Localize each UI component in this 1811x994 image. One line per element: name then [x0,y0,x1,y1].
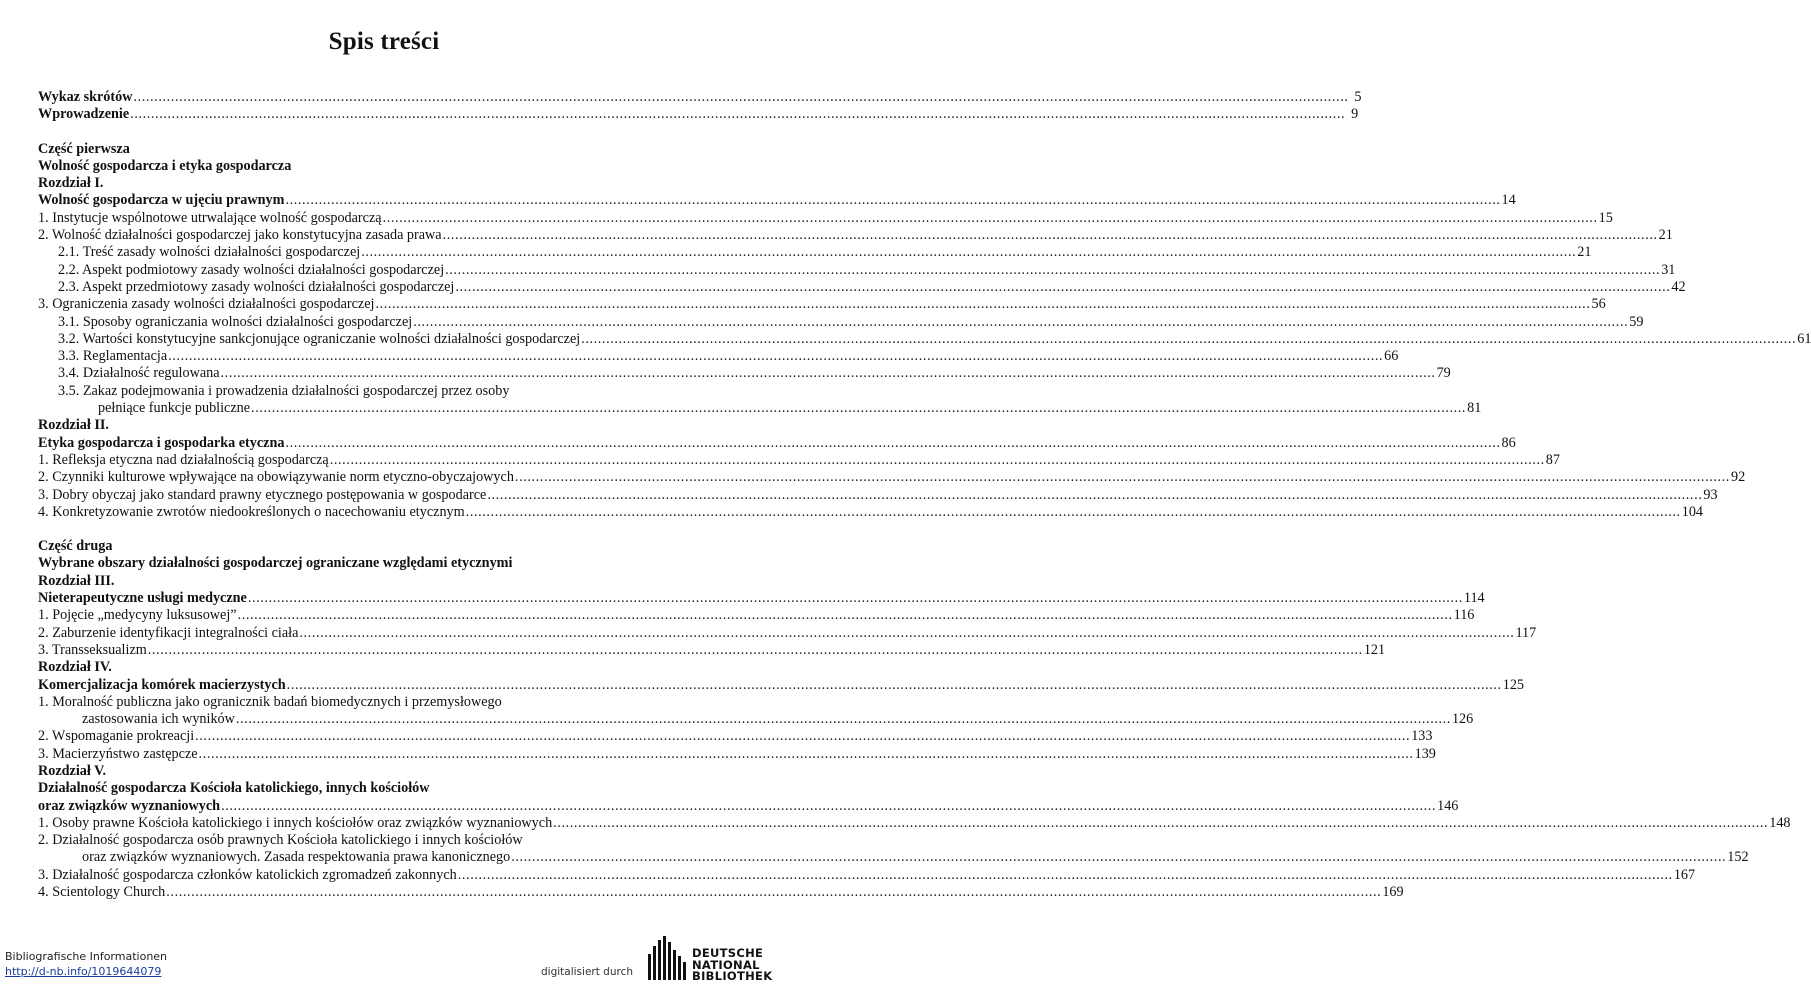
toc-entry-title: Rozdział IV. [38,659,112,676]
toc-entry-title: 1. Refleksja etyczna nad działalnością gospodarczą [38,451,329,468]
toc-page-number: 92 [1730,469,1746,486]
dnb-logo-bars-icon [648,936,688,980]
toc-page-number: 21 [1658,227,1673,244]
toc-heading[interactable] [38,141,728,158]
toc-entry-title: Wprowadzenie [38,106,130,123]
toc-dot-leader [168,348,1383,365]
toc-page-number: 117 [1515,624,1537,641]
toc-entry[interactable] [38,330,1811,348]
toc-page-number: 21 [1577,244,1592,261]
dnb-logo-line-3: BIBLIOTHEK [692,969,773,983]
toc-dot-leader [413,314,1628,331]
toc-dot-leader [130,106,1345,123]
toc-entry[interactable] [38,607,1475,624]
toc-page-number: 79 [1436,365,1451,382]
toc-entry-title: Rozdział V. [38,762,107,779]
toc-page-number: 42 [1671,278,1686,295]
toc-entry[interactable] [38,261,1676,279]
toc-dot-leader [375,296,1590,313]
toc-dot-leader [199,746,1414,763]
toc-dot-leader [238,607,1453,624]
toc-spacer [38,124,728,141]
toc-heading[interactable] [38,763,728,780]
bibliographic-info-label: Bibliografische Informationen [5,950,168,963]
toc-dot-leader [248,590,1463,607]
table-of-contents [38,89,1811,901]
toc-dot-leader [330,452,1545,469]
toc-entry-title: 2.2. Aspekt podmiotowy zasady wolności działalności gospodarczej [58,261,445,278]
toc-entry[interactable] [38,209,1613,227]
toc-entry-title: Etyka gospodarcza i gospodarka etyczna [38,434,285,451]
toc-entry-title: 2. Działalność gospodarcza osób prawnych Kościoła katolickiego i innych kościołów [38,832,523,849]
toc-entry-title: oraz związków wyznaniowych. Zasada respektowania prawa kanonicznego [82,849,511,866]
toc-entry[interactable] [38,797,1459,815]
toc-entry-title: Rozdział I. [38,175,104,192]
dnb-logo [648,936,773,986]
toc-dot-leader [458,867,1673,884]
toc-page-number: 104 [1681,503,1703,520]
toc-entry[interactable] [38,365,1451,382]
toc-dot-leader [236,711,1451,728]
toc-entry[interactable] [38,503,1703,521]
toc-entry[interactable] [38,89,1362,106]
toc-entry-title: 1. Pojęcie „medycyny luksusowej” [38,607,237,624]
toc-entry-title: 3.1. Sposoby ograniczania wolności działalności gospodarczej [58,313,413,330]
toc-heading[interactable] [38,175,728,192]
toc-dot-leader [515,469,1730,486]
bibliographic-info [5,949,167,979]
toc-page-number: 5 [1354,89,1362,105]
toc-heading[interactable] [38,538,728,555]
toc-heading[interactable] [38,417,728,434]
toc-entry-title: 3. Transseksualizm [38,641,147,658]
toc-entry-title: 2. Wolność działalności gospodarczej jako konstytucyjna zasada prawa [38,227,442,244]
toc-page-number: 9 [1351,106,1359,123]
toc-entry[interactable] [38,434,1516,452]
toc-page-number: 148 [1769,814,1791,831]
toc-page-number: 59 [1629,313,1644,330]
toc-page-number: 56 [1591,296,1606,313]
toc-entry[interactable] [38,866,1696,884]
toc-entry-title: 1. Moralność publiczna jako ogranicznik badań biomedycznych i przemysłowego [38,693,502,710]
toc-page-number: 66 [1384,348,1399,365]
toc-dot-leader [383,210,1598,227]
toc-entry-title: 2.1. Treść zasady wolności działalności gospodarczej [58,244,361,261]
toc-page-number: 139 [1414,745,1436,762]
toc-entry-title: Wolność gospodarcza i etyka gospodarcza [38,157,292,174]
toc-page-number: 133 [1411,728,1433,745]
toc-entry-title: 4. Scientology Church [38,884,166,901]
toc-entry[interactable] [38,106,1359,123]
toc-entry[interactable] [38,624,1537,642]
toc-page-number: 15 [1598,209,1613,226]
toc-dot-leader [443,227,1658,244]
toc-dot-leader [251,400,1466,417]
toc-dot-leader [487,487,1702,504]
toc-entry-title: 3.4. Działalność regulowana [58,365,220,382]
toc-entry[interactable] [38,400,1482,417]
toc-entry-title: zastosowania ich wyników [82,711,235,728]
toc-dot-leader [361,244,1576,261]
toc-spacer [38,521,728,538]
toc-heading[interactable] [38,694,728,711]
toc-entry[interactable] [38,313,1644,331]
toc-page-number: 61 [1797,330,1811,347]
toc-page-number: 93 [1703,486,1718,503]
toc-entry-title: Wolność gospodarcza w ujęciu prawnym [38,192,285,209]
toc-heading[interactable] [38,158,728,175]
toc-dot-leader [285,192,1500,209]
toc-heading[interactable] [38,555,728,572]
toc-entry[interactable] [38,296,1606,313]
toc-entry-title: 2. Zaburzenie identyfikacji integralności ciała [38,624,299,641]
toc-dot-leader [299,625,1514,642]
toc-entry-title: Część druga [38,538,113,555]
toc-dot-leader [581,331,1796,348]
toc-entry[interactable] [38,676,1524,694]
toc-heading[interactable] [38,832,728,849]
toc-entry-title: 1. Instytucje wspólnotowe utrwalające wolność gospodarczą [38,209,382,226]
toc-entry-title: 3. Działalność gospodarcza członków katolickich zgromadzeń zakonnych [38,866,457,883]
toc-entry-title: pełniące funkcje publiczne [98,400,251,417]
toc-dot-leader [166,884,1381,901]
toc-entry[interactable] [38,451,1560,469]
toc-entry-title: 2. Wspomaganie prokreacji [38,728,195,745]
toc-page-number: 116 [1453,607,1475,624]
toc-heading[interactable] [38,659,728,676]
toc-page-number: 125 [1502,676,1524,693]
toc-entry[interactable] [38,711,1474,728]
toc-page-number: 114 [1463,590,1485,607]
toc-entry[interactable] [38,590,1485,607]
toc-dot-leader [455,279,1670,296]
toc-entry-title: Nieterapeutyczne usługi medyczne [38,590,247,607]
toc-entry[interactable] [38,849,1749,866]
dnb-logo-line-2: NATIONAL [692,957,760,972]
toc-entry[interactable] [38,641,1386,659]
toc-dot-leader [287,677,1502,694]
toc-entry-title: 3.5. Zakaz podejmowania i prowadzenia działalności gospodarczej przez osoby [58,382,510,399]
toc-entry[interactable] [38,745,1436,763]
page-title: Spis treści [328,28,440,55]
toc-entry[interactable] [38,814,1791,832]
toc-entry[interactable] [38,884,1404,901]
toc-entry[interactable] [38,469,1746,486]
toc-dot-leader [148,642,1363,659]
toc-page-number: 31 [1661,261,1676,278]
toc-entry-title: Wykaz skrótów [38,89,133,105]
toc-entry-title: 3.3. Reglamentacja [58,348,168,365]
toc-entry[interactable] [38,244,1592,261]
toc-page-number: 169 [1382,884,1404,901]
toc-dot-leader [221,798,1436,815]
toc-entry-title: Działalność gospodarcza Kościoła katolickiego, innych kościołów [38,780,430,797]
toc-page-number: 87 [1545,451,1560,468]
toc-dot-leader [195,728,1410,745]
toc-entry-title: Wybrane obszary działalności gospodarczej ograniczane względami etycznymi [38,555,513,572]
bibliographic-info-link[interactable]: http://d-nb.info/1019644079 [5,965,162,978]
toc-page-number: 81 [1467,400,1482,417]
toc-entry-title: Część pierwsza [38,140,130,157]
toc-heading[interactable] [38,573,728,590]
toc-heading[interactable] [38,383,728,400]
toc-entry-title: 1. Osoby prawne Kościoła katolickiego i innych kościołów oraz związków wyznaniowych [38,814,553,831]
toc-entry[interactable] [38,192,1516,209]
toc-dot-leader [445,262,1660,279]
dnb-logo-line-1: DEUTSCHE [692,946,764,960]
toc-entry-title: Komercjalizacja komórek macierzystych [38,676,286,693]
toc-entry[interactable] [38,348,1399,365]
toc-dot-leader [221,365,1436,382]
toc-dot-leader [285,435,1500,452]
toc-entry-title: Rozdział II. [38,417,109,434]
toc-dot-leader [553,815,1768,832]
toc-entry-title: 2. Czynniki kulturowe wpływające na obowiązywanie norm etyczno-obyczajowych [38,469,514,486]
toc-entry[interactable] [38,728,1433,745]
toc-dot-leader [511,849,1726,866]
toc-entry-title: 3. Macierzyństwo zastępcze [38,745,198,762]
toc-page-number: 14 [1501,192,1516,209]
toc-dot-leader [133,89,1348,106]
toc-entry-title: 2.3. Aspekt przedmiotowy zasady wolności działalności gospodarczej [58,278,455,295]
toc-entry[interactable] [38,486,1718,504]
toc-dot-leader [466,504,1681,521]
toc-page-number: 121 [1363,641,1386,658]
toc-heading[interactable] [38,780,728,797]
toc-page-number: 167 [1673,866,1696,883]
toc-entry-title: 4. Konkretyzowanie zwrotów niedookreślonych o nacechowaniu etycznym [38,503,465,520]
toc-entry-title: Rozdział III. [38,572,115,589]
toc-entry-title: 3. Dobry obyczaj jako standard prawny etycznego postępowania w gospodarce [38,486,487,503]
digitized-by-label: digitalisiert durch [541,966,634,978]
toc-entry-title: 3.2. Wartości konstytucyjne sankcjonujące ograniczanie wolności działalności gospodarczej [58,330,581,347]
toc-entry-title: 3. Ograniczenia zasady wolności działalności gospodarczej [38,296,375,313]
toc-page-number: 152 [1727,849,1749,866]
toc-entry[interactable] [38,227,1673,244]
toc-page-number: 126 [1451,711,1474,728]
toc-entry[interactable] [38,278,1686,296]
toc-page-number: 146 [1437,797,1459,814]
toc-page-number: 86 [1501,434,1516,451]
toc-entry-title: oraz związków wyznaniowych [38,797,221,814]
